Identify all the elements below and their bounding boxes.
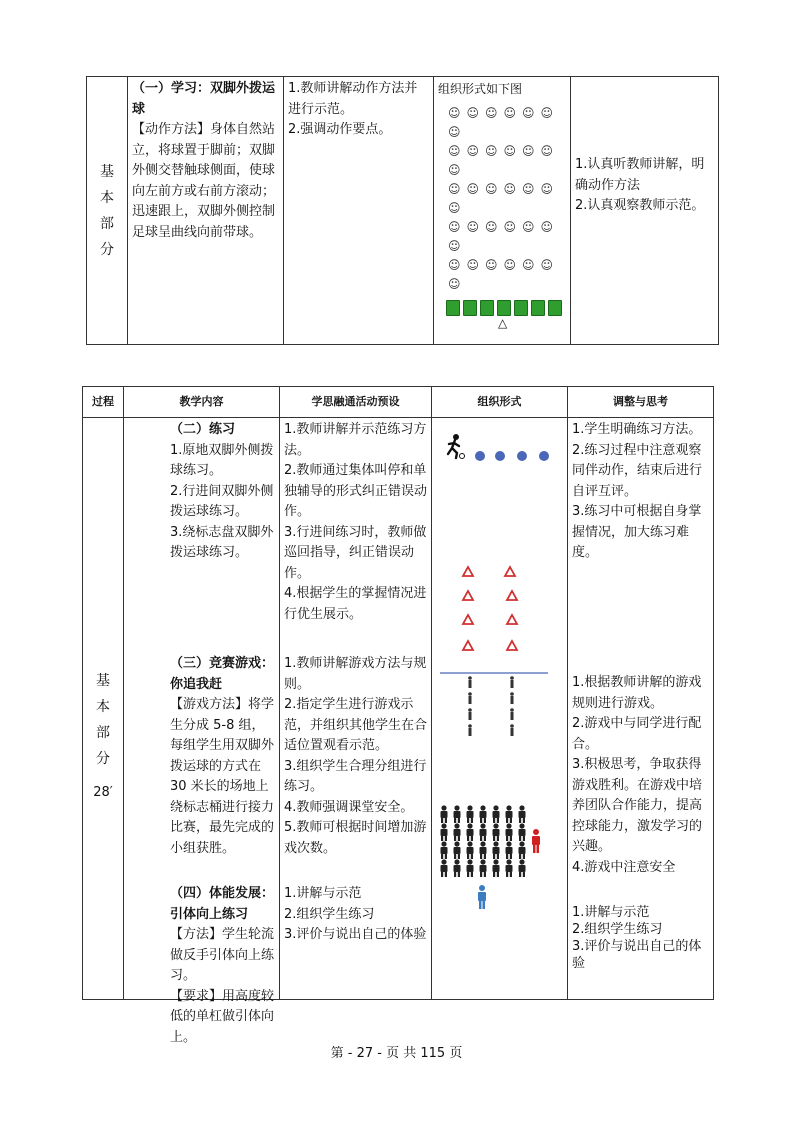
section-title: （三）竞赛游戏：你追我赶 (170, 656, 275, 692)
cone-triangle (463, 615, 473, 624)
student-item: 3.练习中可根据自身掌握情况，加大练习难度。 (572, 504, 702, 560)
section-title: （四）体能发展：引体向上练习 (170, 886, 275, 922)
student-item: 4.游戏中注意安全 (572, 859, 676, 875)
org-cell (432, 418, 568, 1000)
header-row (83, 387, 714, 418)
ball-marker (548, 300, 562, 316)
teacher-item: 4.根据学生的掌握情况进行优生展示。 (284, 586, 427, 622)
stage-char: 本 (96, 698, 110, 715)
student-figure (480, 805, 487, 823)
student-item: 1.学生明确练习方法。 (572, 422, 702, 437)
stage-char: 分 (96, 750, 110, 767)
cone-dot (495, 451, 505, 461)
student-item: 2.组织学生练习 (572, 922, 663, 937)
ball-marker (514, 300, 528, 316)
student-figure (454, 841, 461, 859)
smiley-row: ☺☺☺☺☺☺☺ (448, 181, 560, 215)
practice-item: 3.绕标志盘双脚外拨运球练习。 (170, 524, 274, 560)
practice-item: 2.行进间双脚外侧拨运球练习。 (170, 483, 274, 519)
smiley-row: ☺☺☺☺☺☺☺ (448, 105, 560, 139)
practice-item: 1.原地双脚外侧拨球练习。 (170, 442, 274, 478)
student-figure (467, 859, 474, 877)
teacher-item: 2.强调动作要点。 (288, 122, 392, 137)
page-footer: 第 - 27 - 页 共 115 页 (330, 1046, 463, 1061)
student-figure (519, 805, 526, 823)
cone-triangle (505, 567, 515, 576)
student-figure (454, 805, 461, 823)
student-item: 1.讲解与示范 (572, 905, 650, 920)
student-figure (480, 859, 487, 877)
student-figure (454, 823, 461, 841)
student-figure (493, 823, 500, 841)
requirement-label: 【要求】 (170, 988, 223, 1004)
teacher-item: 3.评价与说出自己的体验 (284, 927, 427, 942)
content-cell (124, 418, 280, 1045)
teacher-item: 2.教师通过集体叫停和单独辅导的形式纠正错误动作。 (284, 463, 428, 519)
student-item: 2.认真观察教师示范。 (575, 198, 705, 213)
cone-triangle (507, 615, 517, 624)
ball-marker (531, 300, 545, 316)
student-item: 3.积极思考，争取获得游戏胜利。在游戏中培养团队合作能力，提高控球能力，激发学习的兴趣。 (572, 757, 703, 854)
requirement-text: 用高度较低的单杠做引体向上。 (170, 988, 275, 1045)
section-title: （二）练习 (170, 422, 236, 437)
ball-marker (446, 300, 460, 316)
student-figure (493, 859, 500, 877)
stage-char: 基 (96, 672, 110, 689)
org-caption: 组织形式如下图 (438, 82, 523, 96)
teacher-item: 4.教师强调课堂安全。 (284, 799, 414, 815)
teacher-figure (532, 829, 540, 853)
student-figure (506, 823, 513, 841)
stage-cell (87, 77, 128, 345)
stage-char: 部 (100, 215, 114, 232)
cone-triangle (463, 641, 473, 650)
student-figure (480, 823, 487, 841)
cone-dot (475, 451, 485, 461)
student-figure (454, 859, 461, 877)
method-text: 身体自然站立，将球置于脚前；双脚外侧交替触球侧面，使球向左前方或右前方滚动；迅速跟上，双脚外侧控制足球呈曲线向前带球。 (132, 122, 276, 240)
student-figure (467, 805, 474, 823)
smiley-row: ☺☺☺☺☺☺☺ (448, 143, 560, 177)
table-1 (86, 76, 719, 345)
cone-dot (517, 451, 527, 461)
runner-icon (448, 434, 465, 459)
teacher-cell (284, 77, 434, 345)
student-figure (441, 841, 448, 859)
stage-cell (83, 418, 124, 1000)
smiley-row: ☺☺☺☺☺☺☺ (448, 257, 560, 291)
student-cell (568, 418, 714, 1000)
smiley-row: ☺☺☺☺☺☺☺ (448, 219, 560, 253)
header-reflection: 调整与思考 (568, 387, 714, 418)
teacher-item: 5.教师可根据时间增加游戏次数。 (284, 820, 427, 856)
teacher-item: 1.教师讲解游戏方法与规则。 (284, 656, 427, 692)
student-item: 3.评价与说出自己的体验 (572, 939, 702, 971)
table-2 (82, 386, 714, 1045)
cone-triangle (463, 591, 473, 600)
student-figure (441, 823, 448, 841)
method-text: 将学生分成 5-8 组，每组学生用双脚外拨运球的方式在 30 米长的场地上绕标志桶进行接力比赛，最先完成的小组获胜。 (170, 697, 275, 856)
method-text: 学生轮流做反手引体向上练习。 (170, 927, 275, 983)
student-figure (441, 859, 448, 877)
student-figure (506, 841, 513, 859)
student-item: 2.游戏中与同学进行配合。 (572, 716, 702, 752)
teacher-cell (280, 418, 432, 1000)
teacher-item: 1.教师讲解并示范练习方法。 (284, 422, 427, 458)
student-figure (493, 841, 500, 859)
teacher-item: 2.指定学生进行游戏示范，并组织其他学生在合适位置观看示范。 (284, 697, 428, 753)
student-crowd (441, 805, 526, 877)
method-label: 【动作方法】 (132, 122, 211, 137)
teacher-item: 3.行进间练习时，教师做巡回指导，纠正错误动作。 (284, 524, 427, 581)
organization-diagram (432, 418, 568, 1000)
cone-triangle (507, 591, 517, 600)
student-figure (467, 823, 474, 841)
ball-marker (480, 300, 494, 316)
time-label: 28′ (93, 784, 113, 800)
header-process: 过程 (83, 387, 124, 418)
teacher-item: 3.组织学生合理分组进行练习。 (284, 758, 427, 794)
relay-figures (468, 676, 514, 736)
org-cell (434, 77, 571, 345)
ball-row (446, 300, 566, 316)
teacher-item: 1.教师讲解动作方法并进行示范。 (288, 81, 418, 117)
cone-triangle (463, 567, 473, 576)
student-figure (467, 841, 474, 859)
student-figure (506, 805, 513, 823)
student-item: 1.根据教师讲解的游戏规则进行游戏。 (572, 675, 702, 711)
section-title: （一）学习：双脚外拨运球 (132, 81, 276, 117)
student-figure (519, 823, 526, 841)
stage-char: 分 (100, 241, 114, 258)
teacher-item: 2.组织学生练习 (284, 906, 375, 922)
student-item: 2.练习过程中注意观察同伴动作，结束后进行自评互评。 (572, 442, 703, 499)
stage-char: 部 (96, 724, 110, 741)
method-label: 【游戏方法】 (170, 697, 249, 712)
header-organization: 组织形式 (432, 387, 568, 418)
stage-char: 基 (100, 163, 114, 180)
student-item: 1.认真听教师讲解，明确动作方法 (575, 157, 705, 193)
cone-triangle (507, 641, 517, 650)
header-activity: 学思融通活动预设 (280, 387, 432, 418)
method-label: 【方法】 (170, 927, 223, 942)
header-content: 教学内容 (124, 387, 280, 418)
demo-student-figure (478, 885, 486, 909)
cone-dot (539, 451, 549, 461)
student-figure (493, 805, 500, 823)
stage-char: 本 (100, 189, 114, 206)
teacher-marker: △ (498, 315, 508, 330)
student-figure (506, 859, 513, 877)
student-figure (480, 841, 487, 859)
ball-marker (463, 300, 477, 316)
student-figure (519, 841, 526, 859)
student-cell (571, 77, 719, 345)
student-formation (448, 104, 566, 294)
teacher-item: 1.讲解与示范 (284, 886, 362, 901)
ball-marker (497, 300, 511, 316)
student-figure (441, 805, 448, 823)
student-figure (519, 859, 526, 877)
content-cell (128, 77, 284, 345)
